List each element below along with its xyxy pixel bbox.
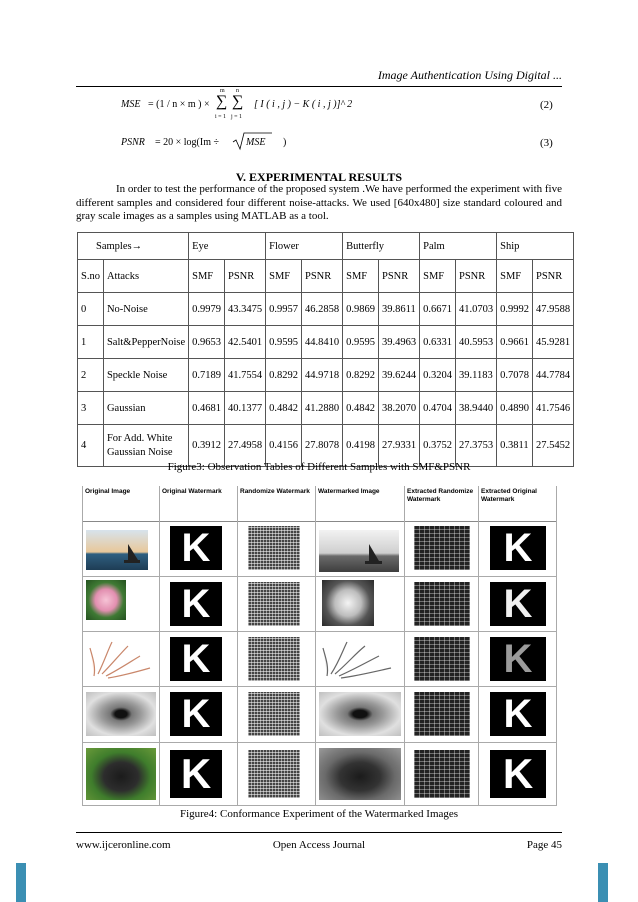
- table-cell: 38.9440: [456, 392, 497, 425]
- table-cell: 27.3753: [456, 425, 497, 467]
- table-cell: 40.1377: [225, 392, 266, 425]
- column-header: SMF: [266, 260, 302, 293]
- column-header: PSNR: [456, 260, 497, 293]
- table-cell: 0.8292: [266, 359, 302, 392]
- footer-page-number: Page 45: [526, 839, 562, 851]
- table-cell: 0.9595: [266, 326, 302, 359]
- table-cell: Salt&PepperNoise: [103, 326, 188, 359]
- table-cell: 41.7554: [225, 359, 266, 392]
- table-cell: 0: [78, 293, 104, 326]
- table-cell: 42.5401: [225, 326, 266, 359]
- table-cell: 47.9588: [533, 293, 574, 326]
- table-cell: 0.3752: [420, 425, 456, 467]
- figure4-column-header: Extracted Randomize Watermark: [407, 488, 474, 503]
- watermark-k-glyph: K: [181, 582, 211, 626]
- mse-label: MSE: [121, 99, 141, 110]
- column-header: PSNR: [225, 260, 266, 293]
- extracted-original-watermark: [490, 692, 546, 736]
- samples-row: [78, 233, 574, 260]
- grid-line: [556, 486, 557, 806]
- table-cell: 2: [78, 359, 104, 392]
- grid-line: [82, 486, 83, 806]
- original-watermark: [170, 637, 222, 681]
- mse-sum1-sign: ∑: [216, 93, 228, 110]
- figure4-caption: Figure4: Conformance Experiment of the Watermarked Images: [179, 808, 459, 820]
- table-cell: 27.5452: [533, 425, 574, 467]
- original-image-butterfly: [86, 748, 156, 800]
- table-row: [78, 326, 574, 359]
- table-cell: No-Noise: [103, 293, 188, 326]
- grid-line: [82, 576, 557, 577]
- table-cell: 38.2070: [379, 392, 420, 425]
- mse-rhs: = (1 / n × m ) ×: [148, 99, 210, 110]
- column-header: PSNR: [302, 260, 343, 293]
- body-paragraph-text: In order to test the performance of the proposed system .We have performed the experiment with five different samples and considered four different noise-attacks. We used [640x480] size standard coloured and gray scale images as a samples using MATLAB as a tool.: [76, 183, 562, 222]
- table-cell: 4: [78, 425, 104, 467]
- column-header: SMF: [189, 260, 225, 293]
- table-header-row: [78, 260, 574, 293]
- watermark-k-glyph: K: [502, 750, 534, 797]
- figure4-column-header: Original Image: [85, 488, 131, 495]
- table-cell: 0.4681: [189, 392, 225, 425]
- watermark-k-glyph: K: [503, 692, 533, 736]
- table-cell: 44.8410: [302, 326, 343, 359]
- table-cell: 0.9661: [497, 326, 533, 359]
- randomized-watermark: [248, 750, 300, 798]
- table-cell: 41.0703: [456, 293, 497, 326]
- grid-line: [82, 742, 557, 743]
- sample-name: Eye: [189, 233, 266, 260]
- watermarked-image-butterfly: [319, 748, 401, 800]
- table-cell: 39.4963: [379, 326, 420, 359]
- table-cell: 0.3811: [497, 425, 533, 467]
- table-cell: 0.3912: [189, 425, 225, 467]
- extracted-original-watermark: [490, 750, 546, 798]
- watermark-k-glyph: K: [503, 582, 533, 626]
- randomized-watermark: [248, 692, 300, 736]
- column-header: SMF: [343, 260, 379, 293]
- table-cell: 0.6331: [420, 326, 456, 359]
- watermark-k-glyph: K: [181, 526, 211, 570]
- watermarked-image-flower: [322, 580, 374, 626]
- figure4-column-header: Watermarked Image: [318, 488, 380, 495]
- table-cell: Gaussian: [103, 392, 188, 425]
- table-cell: 39.6244: [379, 359, 420, 392]
- extracted-randomized-watermark: [414, 637, 470, 681]
- table-cell: 0.4842: [343, 392, 379, 425]
- table-cell: 41.2880: [302, 392, 343, 425]
- table-cell: 40.5953: [456, 326, 497, 359]
- table-cell: 41.7546: [533, 392, 574, 425]
- original-watermark: [170, 750, 222, 798]
- table-cell: 1: [78, 326, 104, 359]
- randomized-watermark: [248, 526, 300, 570]
- decorative-bar-left: [16, 863, 26, 902]
- original-image-ship: [86, 530, 148, 570]
- table-row: [78, 392, 574, 425]
- footer-rule: [76, 832, 562, 833]
- table-cell: 0.9653: [189, 326, 225, 359]
- table-cell: 39.1183: [456, 359, 497, 392]
- column-header: SMF: [420, 260, 456, 293]
- running-head: Image Authentication Using Digital ...: [377, 68, 562, 82]
- footer-url: www.ijceronline.com: [76, 839, 171, 851]
- original-image-flower: [86, 580, 126, 620]
- sample-name: Palm: [420, 233, 497, 260]
- table-cell: 0.4890: [497, 392, 533, 425]
- randomized-watermark: [248, 582, 300, 626]
- figure4-column-header: Original Watermark: [162, 488, 222, 495]
- psnr-label: PSNR: [121, 137, 145, 148]
- figure4-column-header: Extracted Original Watermark: [481, 488, 537, 503]
- figure4-grid: [82, 486, 557, 806]
- table-row: [78, 293, 574, 326]
- randomized-watermark: [248, 637, 300, 681]
- extracted-randomized-watermark: [414, 582, 470, 626]
- grid-line: [404, 486, 405, 806]
- grid-line: [82, 686, 557, 687]
- grid-line: [82, 631, 557, 632]
- original-watermark: [170, 526, 222, 570]
- extracted-randomized-watermark: [414, 692, 470, 736]
- extracted-original-watermark: [490, 637, 546, 681]
- figure3-caption: Figure3: Observation Tables of Different Samples with SMF&PSNR: [167, 461, 471, 473]
- column-header: S.no: [78, 260, 104, 293]
- mse-body: [ I ( i , j ) − K ( i , j )]^ 2: [254, 99, 353, 110]
- extracted-original-watermark: [490, 582, 546, 626]
- mse-sum2-bottom: j = 1: [231, 114, 243, 120]
- table-cell: 0.4156: [266, 425, 302, 467]
- column-header: PSNR: [533, 260, 574, 293]
- table-cell: 43.3475: [225, 293, 266, 326]
- decorative-bar-right: [598, 863, 608, 902]
- table-cell: 0.4842: [266, 392, 302, 425]
- original-watermark: [170, 582, 222, 626]
- sample-name: Flower: [266, 233, 343, 260]
- table-cell: 45.9281: [533, 326, 574, 359]
- extracted-randomized-watermark: [414, 750, 470, 798]
- equation-number-2: (2): [540, 99, 553, 111]
- body-paragraph: [76, 183, 562, 224]
- table-cell: 44.9718: [302, 359, 343, 392]
- psnr-rhs: = 20 × log(Im ÷: [155, 137, 219, 148]
- column-header: Attacks: [103, 260, 188, 293]
- watermarked-image-eye: [319, 692, 401, 736]
- watermark-k-glyph: K: [180, 750, 212, 797]
- table-cell: 0.7189: [189, 359, 225, 392]
- table-cell: 0.9992: [497, 293, 533, 326]
- original-image-eye: [86, 692, 156, 736]
- column-header: SMF: [497, 260, 533, 293]
- table-cell: 46.2858: [302, 293, 343, 326]
- mse-sum2-top: n: [236, 88, 239, 94]
- sample-name: Butterfly: [343, 233, 420, 260]
- observation-table: [77, 232, 574, 467]
- table-cell: 0.7078: [497, 359, 533, 392]
- mse-sum1-top: m: [220, 88, 225, 94]
- table-cell: 3: [78, 392, 104, 425]
- table-cell: 44.7784: [533, 359, 574, 392]
- table-cell: 0.9595: [343, 326, 379, 359]
- extracted-original-watermark: [490, 526, 546, 570]
- original-image-palm: [86, 636, 156, 682]
- table-cell: 0.4704: [420, 392, 456, 425]
- psnr-sqrt-arg: MSE: [246, 137, 266, 148]
- table-cell: 0.8292: [343, 359, 379, 392]
- table-cell: 0.3204: [420, 359, 456, 392]
- mse-sum1-bottom: i = 1: [215, 114, 227, 120]
- equation-number-3: (3): [540, 137, 553, 149]
- original-watermark: [170, 692, 222, 736]
- grid-line: [82, 805, 557, 806]
- sample-name: Ship: [497, 233, 574, 260]
- mse-sum2-sign: ∑: [232, 93, 244, 110]
- watermark-k-glyph: K: [181, 637, 211, 681]
- table-row: [78, 359, 574, 392]
- table-cell: For Add. White Gaussian Noise: [103, 425, 188, 467]
- watermarked-image-palm: [319, 636, 401, 682]
- header-rule: [76, 86, 562, 87]
- section-heading: V. EXPERIMENTAL RESULTS: [235, 170, 403, 184]
- table-cell: 0.6671: [420, 293, 456, 326]
- table-cell: 27.8078: [302, 425, 343, 467]
- table-cell: 0.4198: [343, 425, 379, 467]
- table-cell: 0.9979: [189, 293, 225, 326]
- footer-journal: Open Access Journal: [272, 839, 366, 851]
- grid-line: [315, 486, 316, 806]
- table-cell: 0.9869: [343, 293, 379, 326]
- table-cell: 0.9957: [266, 293, 302, 326]
- watermark-k-glyph: K: [503, 526, 533, 570]
- table-cell: 39.8611: [379, 293, 420, 326]
- samples-label: Samples→: [78, 233, 189, 260]
- watermarked-image-ship: [319, 530, 399, 572]
- figure4-column-header: Randomize Watermark: [240, 488, 310, 495]
- table-cell: 27.9331: [379, 425, 420, 467]
- grid-line: [159, 486, 160, 806]
- extracted-randomized-watermark: [414, 526, 470, 570]
- table-cell: Speckle Noise: [103, 359, 188, 392]
- grid-line: [237, 486, 238, 806]
- psnr-close: ): [283, 137, 287, 148]
- watermark-k-glyph: K: [503, 637, 533, 681]
- column-header: PSNR: [379, 260, 420, 293]
- grid-line: [478, 486, 479, 806]
- watermark-k-glyph: K: [181, 692, 211, 736]
- table-cell: 27.4958: [225, 425, 266, 467]
